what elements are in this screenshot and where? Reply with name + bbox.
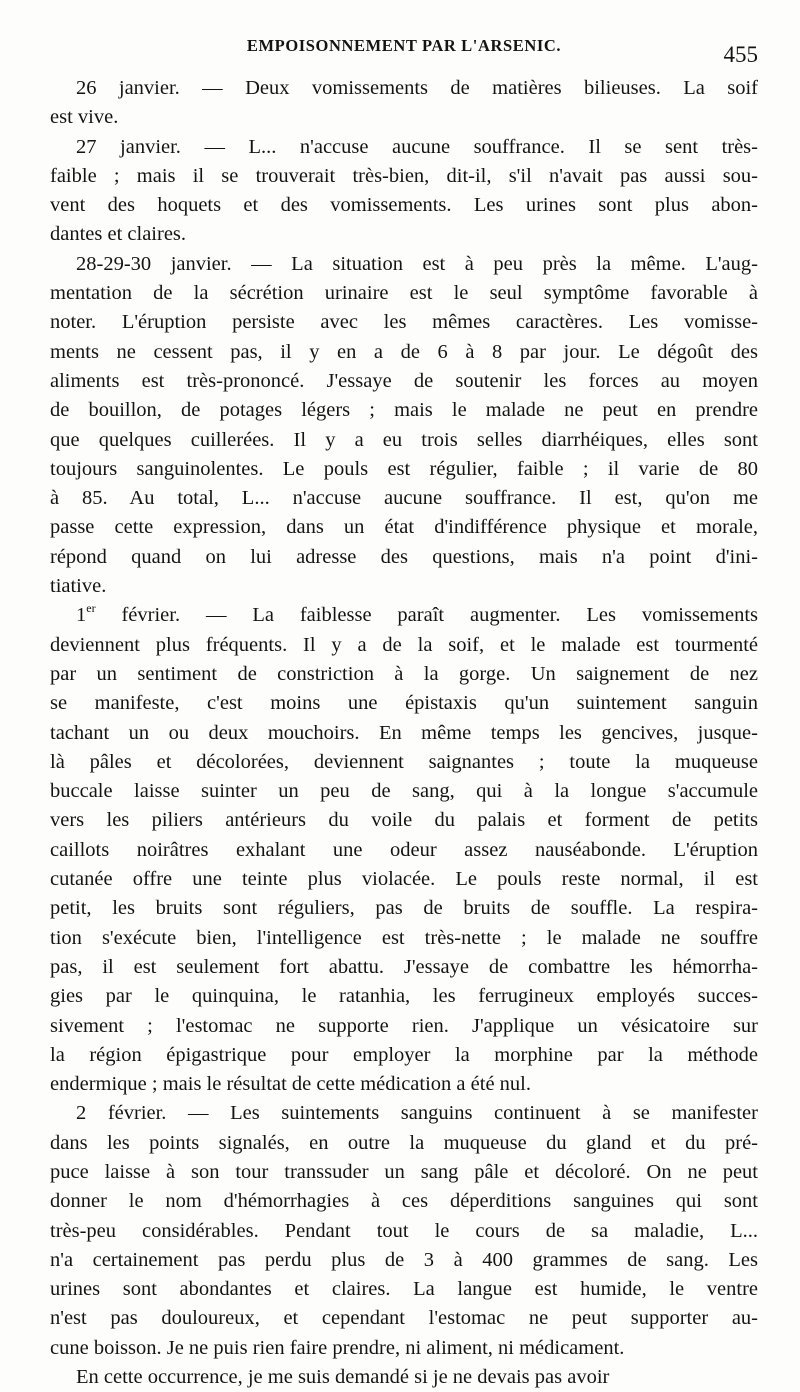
text-line: à 85. Au total, L... n'accuse aucune souffrance. Il est, qu'on me [50, 487, 758, 510]
page-number: 455 [723, 42, 758, 67]
text-line: 28-29-30 janvier. — La situation est à peu près la même. L'aug- [76, 252, 758, 275]
text-line: tachant un ou deux mouchoirs. En même temps les gencives, jusque- [50, 721, 758, 744]
text-line: très-peu considérables. Pendant tout le cours de sa maladie, L... [50, 1219, 758, 1242]
text-line: toujours sanguinolentes. Le pouls est régulier, faible ; il varie de 80 [50, 457, 758, 480]
text-line: noter. L'éruption persiste avec les mêmes caractères. Les vomisse- [50, 311, 758, 334]
date-superscript: er [86, 601, 96, 616]
text-line: la région épigastrique pour employer la morphine par la méthode [50, 1043, 758, 1066]
text-line: n'est pas douloureux, et cependant l'estomac ne peut supporter au- [50, 1307, 758, 1330]
running-title: EMPOISONNEMENT PAR L'ARSENIC. [246, 36, 562, 55]
paragraph [50, 250, 758, 602]
paragraph [50, 1099, 758, 1363]
text-line: se manifeste, c'est moins une épistaxis qu'un suintement sanguin [50, 692, 758, 715]
running-head [50, 34, 758, 74]
text-line: petit, les bruits sont réguliers, pas de bruits de souffle. La respira- [50, 897, 758, 920]
text-line: est vive. [50, 106, 119, 129]
text-line: tion s'exécute bien, l'intelligence est très-nette ; le malade ne souffre [50, 926, 758, 949]
text-line: 2 février. — Les suintements sanguins continuent à se manifester [76, 1102, 758, 1125]
text-line: dantes et claires. [50, 223, 187, 246]
text-line: vers les piliers antérieurs du voile du palais et forment de petits [50, 809, 758, 832]
body-text [50, 74, 758, 1392]
text-line: là pâles et décolorées, deviennent saignantes ; toute la muqueuse [50, 750, 758, 773]
text-line: deviennent plus fréquents. Il y a de la soif, et le malade est tourmenté [50, 633, 758, 656]
text-line: répond quand on lui adresse des questions, mais n'a point d'ini- [50, 545, 758, 568]
text-line: aliments est très-prononcé. J'essaye de soutenir les forces au moyen [50, 369, 758, 392]
text-line: 26 janvier. — Deux vomissements de matières bilieuses. La soif [76, 77, 758, 99]
text-line: mentation de la sécrétion urinaire est le seul symptôme favorable à [50, 282, 758, 305]
paragraph [50, 133, 758, 250]
text-line: sivement ; l'estomac ne supporte rien. J'applique un vésicatoire sur [50, 1014, 758, 1037]
text-line: faible ; mais il se trouverait très-bien, dit-il, s'il n'avait pas aussi sou- [50, 164, 758, 187]
text-line: pas, il est seulement fort abattu. J'essaye de combattre les hémorrha- [50, 955, 758, 978]
text-line: En cette occurrence, je me suis demandé si je ne devais pas avoir [76, 1366, 610, 1389]
date-prefix: 1 [76, 604, 87, 627]
text-line: n'a certainement pas perdu plus de 3 à 400 grammes de sang. Les [50, 1248, 758, 1271]
text-line: de bouillon, de potages légers ; mais le malade ne peut en prendre [50, 399, 758, 422]
line-text: février. — La faiblesse paraît augmenter. Les vomissements [95, 604, 758, 627]
text-line: que quelques cuillerées. Il y a eu trois selles diarrhéiques, elles sont [50, 428, 758, 451]
text-line: buccale laisse suinter un peu de sang, qui à la longue s'accumule [50, 780, 758, 803]
text-line: gies par le quinquina, le ratanhia, les ferrugineux employés succes- [50, 985, 758, 1008]
text-line: puce laisse à son tour transsuder un sang pâle et décoloré. On ne peut [50, 1160, 758, 1183]
text-line: urines sont abondantes et claires. La langue est humide, le ventre [50, 1278, 758, 1301]
text-line: par un sentiment de constriction à la gorge. Un saignement de nez [50, 662, 758, 685]
text-line: vent des hoquets et des vomissements. Les urines sont plus abon- [50, 194, 758, 217]
text-line: tiative. [50, 575, 107, 598]
text-line: endermique ; mais le résultat de cette médication a été nul. [50, 1073, 531, 1096]
paragraph [50, 601, 758, 1099]
paragraph [50, 74, 758, 133]
text-line: cune boisson. Je ne puis rien faire prendre, ni aliment, ni médicament. [50, 1336, 625, 1359]
paragraph [50, 1363, 758, 1392]
text-line [50, 601, 758, 630]
text-line: 27 janvier. — L... n'accuse aucune souffrance. Il se sent très- [76, 135, 758, 158]
text-line: ments ne cessent pas, il y en a de 6 à 8 par jour. Le dégoût des [50, 340, 758, 363]
text-line: donner le nom d'hémorrhagies à ces déperditions sanguines qui sont [50, 1190, 758, 1213]
text-line: passe cette expression, dans un état d'indifférence physique et morale, [50, 516, 758, 539]
text-line: caillots noirâtres exhalant une odeur assez nauséabonde. L'éruption [50, 838, 758, 861]
text-line: dans les points signalés, en outre la muqueuse du gland et du pré- [50, 1131, 758, 1154]
text-line: cutanée offre une teinte plus violacée. Le pouls reste normal, il est [50, 868, 758, 891]
